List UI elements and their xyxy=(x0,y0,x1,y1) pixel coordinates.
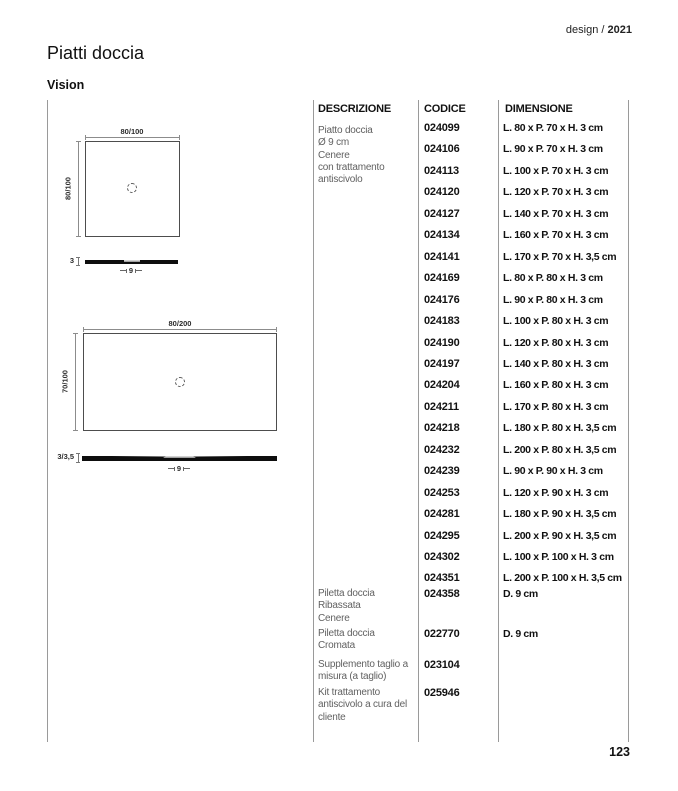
product-dimension: L. 200 x P. 100 x H. 3,5 cm xyxy=(503,572,622,585)
square-top-dimension-line xyxy=(85,137,180,138)
product-dimension: L. 170 x P. 80 x H. 3 cm xyxy=(503,400,609,413)
product-dimension: L. 140 x P. 70 x H. 3 cm xyxy=(503,207,609,220)
product-dimension: L. 200 x P. 90 x H. 3,5 cm xyxy=(503,529,617,542)
product-dimension: L. 80 x P. 70 x H. 3 cm xyxy=(503,122,603,134)
table-rule-code xyxy=(418,100,419,742)
product-dimension: L. 140 x P. 80 x H. 3 cm xyxy=(503,357,609,370)
collection-name: Vision xyxy=(47,78,85,92)
product-dimension: L. 90 x P. 80 x H. 3 cm xyxy=(503,293,603,306)
product-description: Supplemento taglio a misura (a taglio) xyxy=(318,659,408,683)
product-code: 024211 xyxy=(424,400,459,413)
product-dimension: L. 180 x P. 90 x H. 3,5 cm xyxy=(503,508,617,521)
rect-thickness-mark xyxy=(78,453,79,463)
product-code: 024106 xyxy=(424,143,460,156)
product-dimension: D. 9 cm xyxy=(503,588,538,600)
product-code: 024099 xyxy=(424,122,460,134)
product-dimension: L. 160 x P. 70 x H. 3 cm xyxy=(503,229,609,242)
square-drain-width-label: 9 xyxy=(128,266,134,275)
product-code: 024253 xyxy=(424,486,460,499)
rect-drain-width-label: 9 xyxy=(176,464,182,473)
product-description: Piatto doccia Ø 9 cm Cenere con trattamento antiscivolo xyxy=(318,125,385,186)
table-rule-description xyxy=(313,100,314,742)
drain-notch-icon xyxy=(124,260,140,262)
product-code: 024141 xyxy=(424,250,460,263)
product-code: 022770 xyxy=(424,628,460,640)
square-tray-section-bar xyxy=(85,260,178,264)
square-drain-width xyxy=(111,266,151,275)
product-code: 024113 xyxy=(424,164,459,177)
edition-year: 2021 xyxy=(607,24,632,36)
product-dimension: L. 170 x P. 70 x H. 3,5 cm xyxy=(503,250,617,263)
square-thickness-mark xyxy=(78,257,79,266)
product-dimension: L. 200 x P. 80 x H. 3,5 cm xyxy=(503,443,617,456)
rect-side-dimension-label: 70/100 xyxy=(60,370,70,393)
edition-label xyxy=(566,24,632,36)
product-code: 024232 xyxy=(424,443,460,456)
product-code: 024358 xyxy=(424,588,460,600)
table-rule-right xyxy=(628,100,629,742)
left-column-rule xyxy=(47,100,48,742)
product-dimension: L. 100 x P. 100 x H. 3 cm xyxy=(503,551,614,563)
product-code: 024239 xyxy=(424,465,460,478)
product-dimension: D. 9 cm xyxy=(503,628,538,640)
product-code: 024204 xyxy=(424,379,460,392)
product-dimension: L. 160 x P. 80 x H. 3 cm xyxy=(503,379,609,392)
column-header-dimensione: DIMENSIONE xyxy=(505,103,573,115)
product-code: 024120 xyxy=(424,186,460,199)
rect-top-dimension-line xyxy=(83,329,277,330)
column-header-codice: CODICE xyxy=(424,103,466,115)
product-dimension: L. 100 x P. 70 x H. 3 cm xyxy=(503,164,609,177)
rect-tray-section-bar xyxy=(82,456,277,461)
product-description: Piletta doccia Cromata xyxy=(318,628,375,652)
product-description: Piletta doccia Ribassata Cenere xyxy=(318,588,375,624)
product-code: 024183 xyxy=(424,315,460,328)
square-side-dimension-label: 80/100 xyxy=(63,177,73,200)
product-description: Kit trattamento antiscivolo a cura del cliente xyxy=(318,687,407,723)
product-dimension: L. 180 x P. 80 x H. 3,5 cm xyxy=(503,422,617,435)
product-dimension: L. 80 x P. 80 x H. 3 cm xyxy=(503,272,603,285)
product-dimension: L. 120 x P. 90 x H. 3 cm xyxy=(503,486,609,499)
rect-drain-width xyxy=(159,464,199,473)
product-code: 024351 xyxy=(424,572,460,585)
rect-side-dimension-line xyxy=(75,333,76,431)
product-code: 024295 xyxy=(424,529,460,542)
product-code: 024169 xyxy=(424,272,460,285)
product-code: 024134 xyxy=(424,229,460,242)
edition-prefix: design / xyxy=(565,24,608,36)
product-code: 024302 xyxy=(424,551,460,563)
drain-icon xyxy=(175,377,185,387)
square-thickness-label: 3 xyxy=(69,256,74,265)
table-rule-dimension xyxy=(498,100,499,742)
page-number: 123 xyxy=(609,745,630,759)
page-title: Piatti doccia xyxy=(47,43,145,63)
product-code: 024127 xyxy=(424,207,460,220)
product-dimension: L. 100 x P. 80 x H. 3 cm xyxy=(503,315,609,328)
product-code: 024197 xyxy=(424,357,460,370)
square-top-dimension-label: 80/100 xyxy=(120,127,144,136)
product-code: 024218 xyxy=(424,422,460,435)
product-code: 024190 xyxy=(424,336,460,349)
product-dimension: L. 120 x P. 70 x H. 3 cm xyxy=(503,186,609,199)
product-code: 024281 xyxy=(424,508,460,521)
product-code: 023104 xyxy=(424,659,460,671)
rect-thickness-label: 3/3,5 xyxy=(57,452,74,461)
drain-notch-icon xyxy=(163,456,197,458)
column-header-descrizione: DESCRIZIONE xyxy=(318,103,391,115)
square-side-dimension-line xyxy=(78,141,79,237)
product-code: 024176 xyxy=(424,293,460,306)
product-code: 025946 xyxy=(424,687,460,699)
product-dimension: L. 90 x P. 90 x H. 3 cm xyxy=(503,465,603,478)
product-dimension: L. 90 x P. 70 x H. 3 cm xyxy=(503,143,603,156)
rect-top-dimension-label: 80/200 xyxy=(168,319,192,328)
product-dimension: L. 120 x P. 80 x H. 3 cm xyxy=(503,336,609,349)
drain-icon xyxy=(127,183,137,193)
